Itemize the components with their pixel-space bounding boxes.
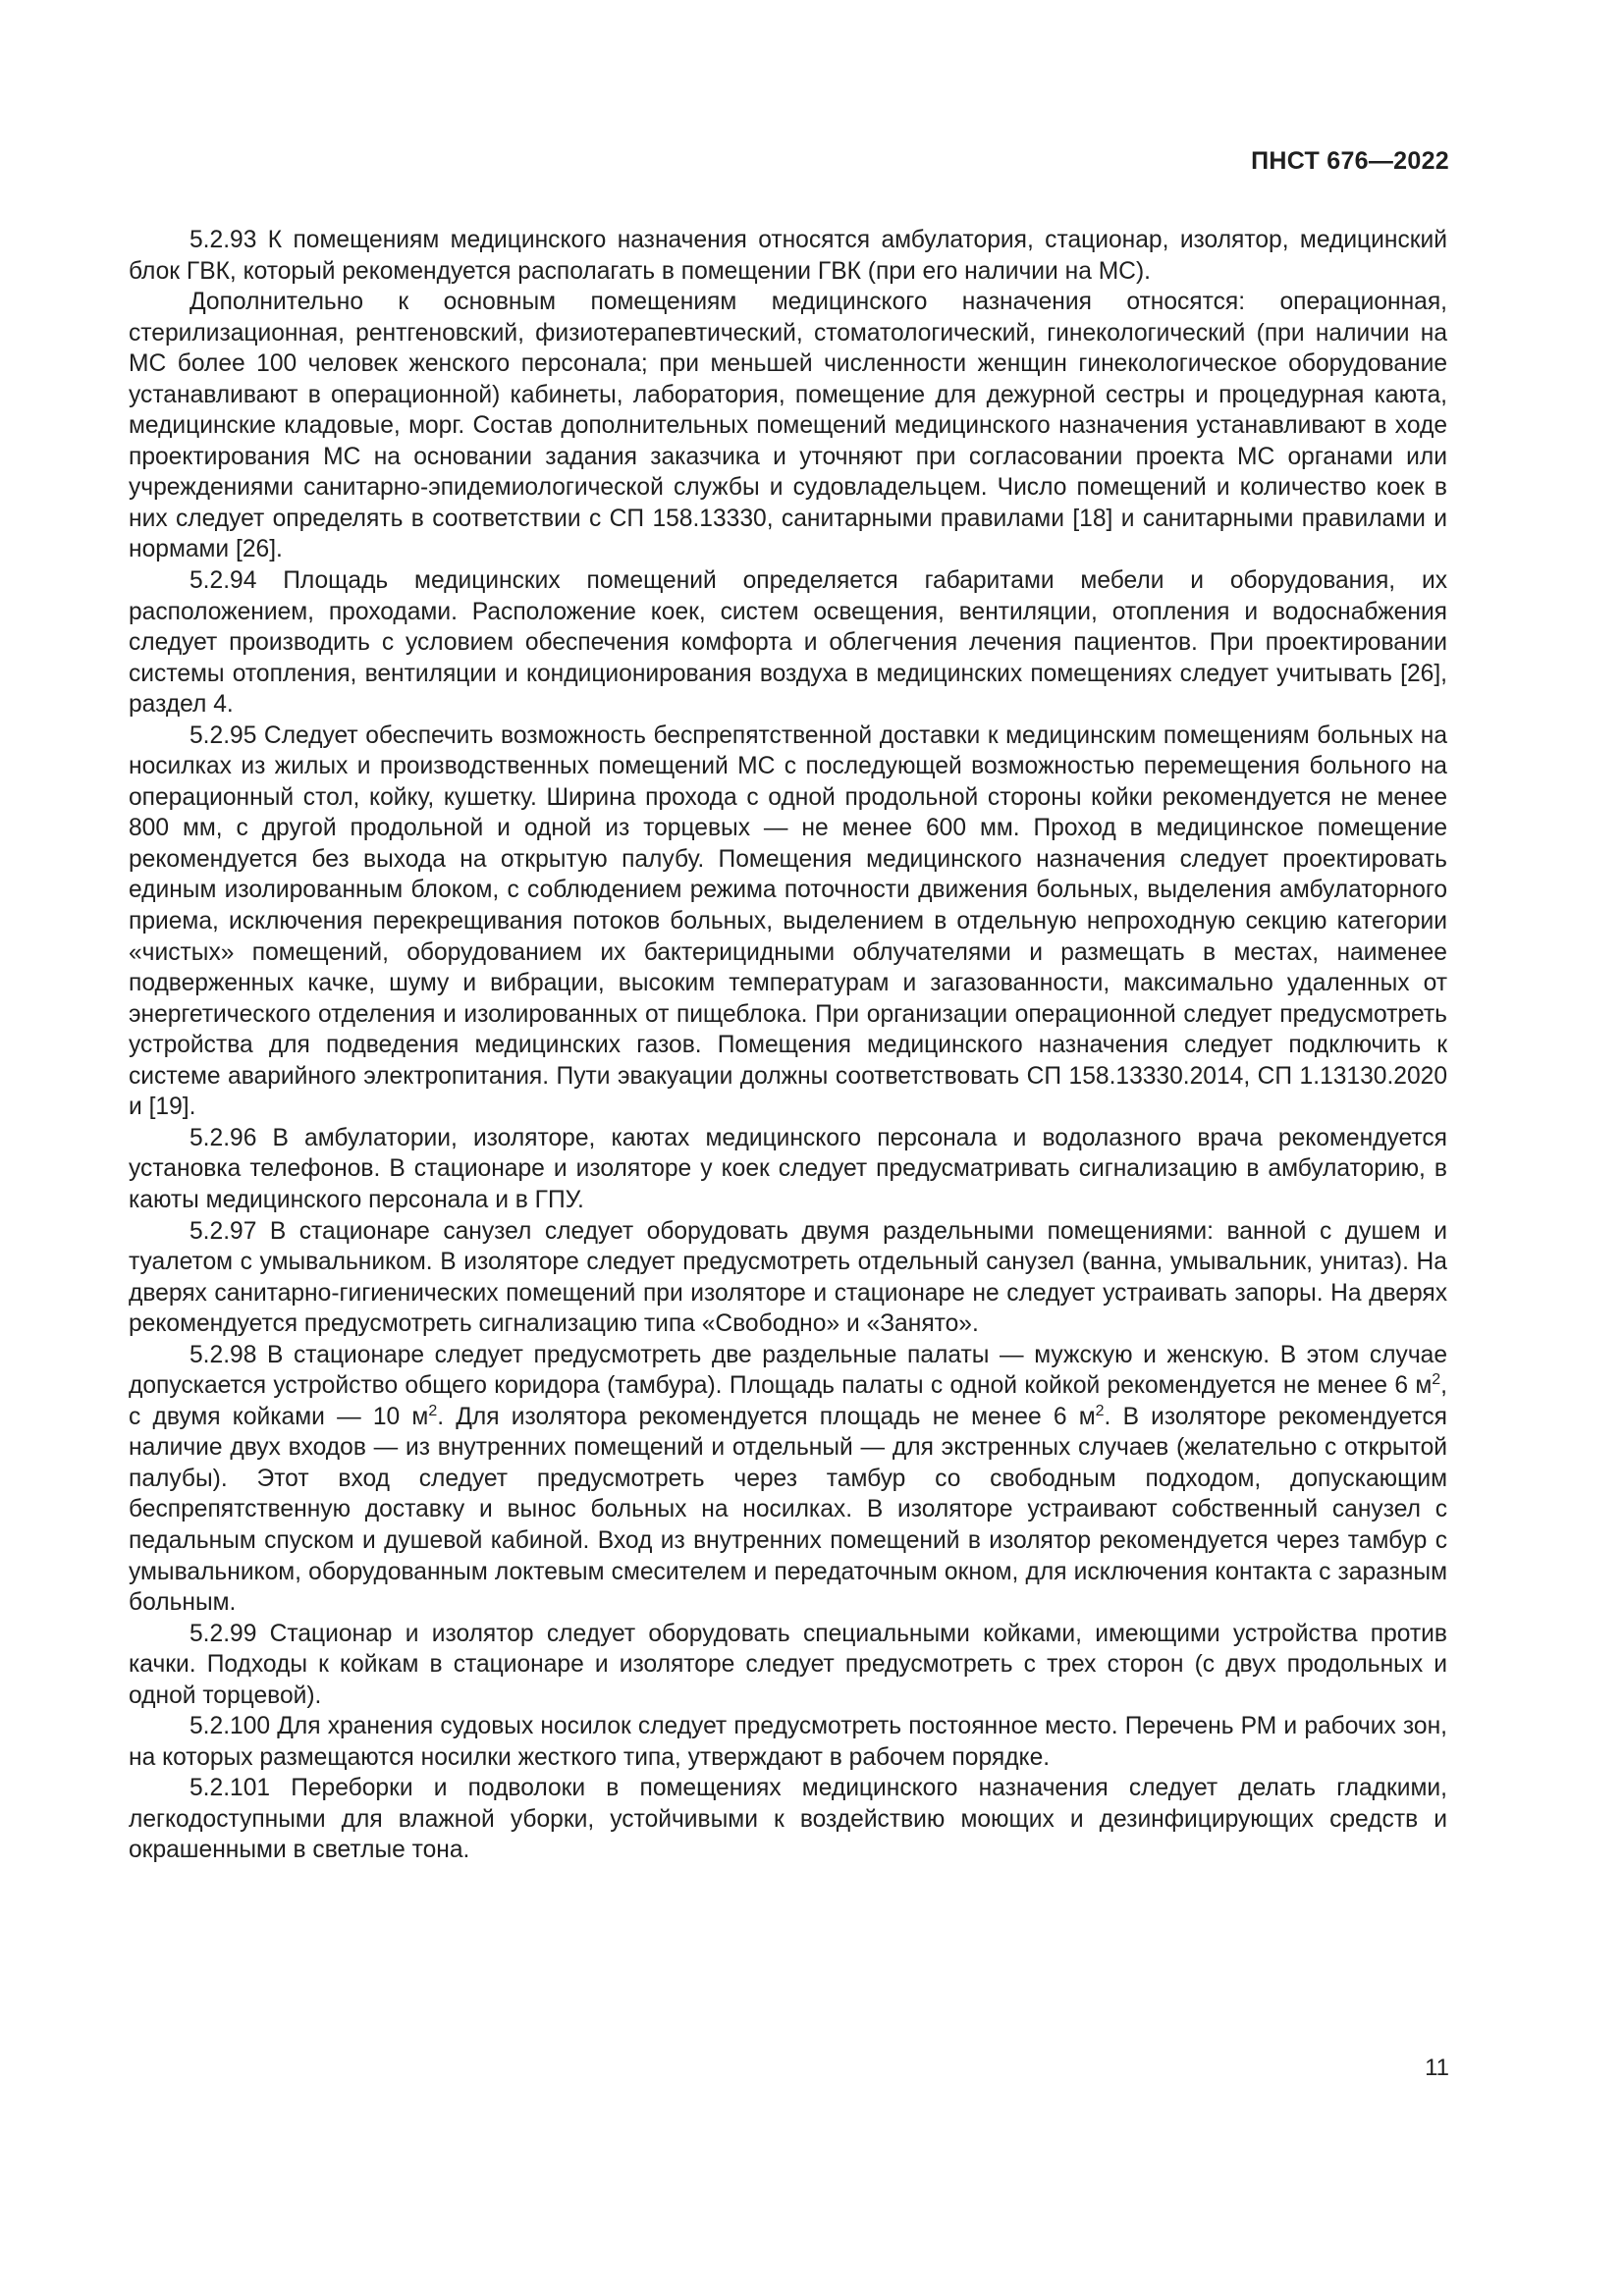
paragraph-5-2-99: 5.2.99 Стационар и изолятор следует оборудовать специальными койками, имеющими устройства против качки. Подходы к койкам в стационаре и изоляторе следует предусмотреть с трех сторон (с двух продольных и одной торцевой). <box>129 1620 1447 1709</box>
document-body <box>129 225 1447 1866</box>
paragraph-5-2-95: 5.2.95 Следует обеспечить возможность беспрепятственной доставки к медицинским помещениям больных на носилках из жилых и производственных помещений МС с последующей возможностью перемещения больного на операционный стол, койку, кушетку. Ширина прохода с одной продольной стороны койки рекомендуется не менее 800 мм, с другой продольной и одной из торцевых — не менее 600 мм. Проход в медицинское помещение рекомендуется без выхода на открытую палубу. Помещения медицинского назначения следует проектировать единым изолированным блоком, с соблюдением режима поточности движения больных, выделения амбулаторного приема, исключения перекрещивания потоков больных, выделением в отдельную непроходную секцию категории «чистых» помещений, оборудованием их бактерицидными облучателями и размещать в местах, наименее подверженных качке, шуму и вибрации, высоким температурам и загазованности, максимально удаленных от энергетического отделения и изолированных от пищеблока. При организации операционной следует предусмотреть устройства для подведения медицинских газов. Помещения медицинского назначения следует подключить к системе аварийного электропитания. Пути эвакуации должны соответствовать СП 158.13330.2014, СП 1.13130.2020 и [19]. <box>129 721 1447 1121</box>
paragraph-5-2-97: 5.2.97 В стационаре санузел следует оборудовать двумя раздельными помещениями: ванной с душем и туалетом с умывальником. В изоляторе следует предусмотреть отдельный санузел (ванна, умывальник, унитаз). На дверях санитарно-гигиенических помещений при изоляторе и стационаре не следует устраивать запоры. На дверях рекомендуется предусмотреть сигнализацию типа «Свободно» и «Занято». <box>129 1217 1447 1338</box>
paragraph-5-2-96: 5.2.96 В амбулатории, изоляторе, каютах медицинского персонала и водолазного врача рекомендуется установка телефонов. В стационаре и изоляторе у коек следует предусматривать сигнализацию в амбулаторию, в каюты медицинского персонала и в ГПУ. <box>129 1124 1447 1213</box>
paragraph-5-2-100: 5.2.100 Для хранения судовых носилок следует предусмотреть постоянное место. Перечень РМ и рабочих зон, на которых размещаются носилки жесткого типа, утверждают в рабочем порядке. <box>129 1713 1447 1771</box>
paragraph-5-2-93: 5.2.93 К помещениям медицинского назначения относятся амбулатория, стационар, изолятор, медицинский блок ГВК, который рекомендуется располагать в помещении ГВК (при его наличии на МС). <box>129 227 1447 285</box>
superscript-1: 2 <box>1432 1371 1441 1389</box>
paragraph-5-2-98-part2: , с двумя койками — 10 м <box>129 1372 1447 1430</box>
page-number: 11 <box>1425 2055 1449 2081</box>
paragraph-5-2-98-part4: . В изоляторе рекомендуется наличие двух входов — из внутренних помещений и отдельный — для экстренных случаев (желательно с открытой палубы). Этот вход следует предусмотреть через тамбур со свободным подходом, допускающим беспрепятственную доставку и вынос больных на носилках. В изоляторе устраивают собственный санузел с педальным спуском и душевой кабиной. Вход из внутренних помещений в изолятор рекомендуется через тамбур с умывальником, оборудованным локтевым смесителем и передаточным окном, для исключения контакта с заразным больным. <box>129 1403 1447 1617</box>
paragraph-5-2-101: 5.2.101 Переборки и подволоки в помещениях медицинского назначения следует делать гладкими, легкодоступными для влажной уборки, устойчивыми к воздействию моющих и дезинфицирующих средств и окрашенными в светлые тона. <box>129 1775 1447 1864</box>
paragraph-5-2-98 <box>129 1340 1447 1619</box>
paragraph-5-2-98-part1: 5.2.98 В стационаре следует предусмотреть две раздельные палаты — мужскую и женскую. В этом случае допускается устройство общего коридора (тамбура). Площадь палаты с одной койкой рекомендуется не менее 6 м <box>129 1341 1447 1400</box>
superscript-2: 2 <box>428 1402 438 1419</box>
superscript-3: 2 <box>1095 1402 1105 1419</box>
paragraph-additional-rooms: Дополнительно к основным помещениям медицинского назначения относятся: операционная, стерилизационная, рентгеновский, физиотерапевтический, стоматологический, гинекологический (при наличии на МС более 100 человек женского персонала; при меньшей численности женщин гинекологическое оборудование устанавливают в операционной) кабинеты, лаборатория, помещение для дежурной сестры и процедурная каюта, медицинские кладовые, морг. Состав дополнительных помещений медицинского назначения устанавливают в ходе проектирования МС на основании задания заказчика и уточняют при согласовании проекта МС органами или учреждениями санитарно-эпидемиологической службы и судовладельцем. Число помещений и количество коек в них следует определять в соответствии с СП 158.13330, санитарными правилами [18] и санитарными правилами и нормами [26]. <box>129 289 1447 563</box>
document-code: ПНСТ 676—2022 <box>1251 147 1449 175</box>
paragraph-5-2-94: 5.2.94 Площадь медицинских помещений определяется габаритами мебели и оборудования, их расположением, проходами. Расположение коек, систем освещения, вентиляции, отопления и водоснабжения следует производить с условием обеспечения комфорта и облегчения лечения пациентов. При проектировании системы отопления, вентиляции и кондиционирования воздуха в медицинских помещениях следует учитывать [26], раздел 4. <box>129 567 1447 719</box>
paragraph-5-2-98-part3: . Для изолятора рекомендуется площадь не менее 6 м <box>437 1403 1096 1430</box>
